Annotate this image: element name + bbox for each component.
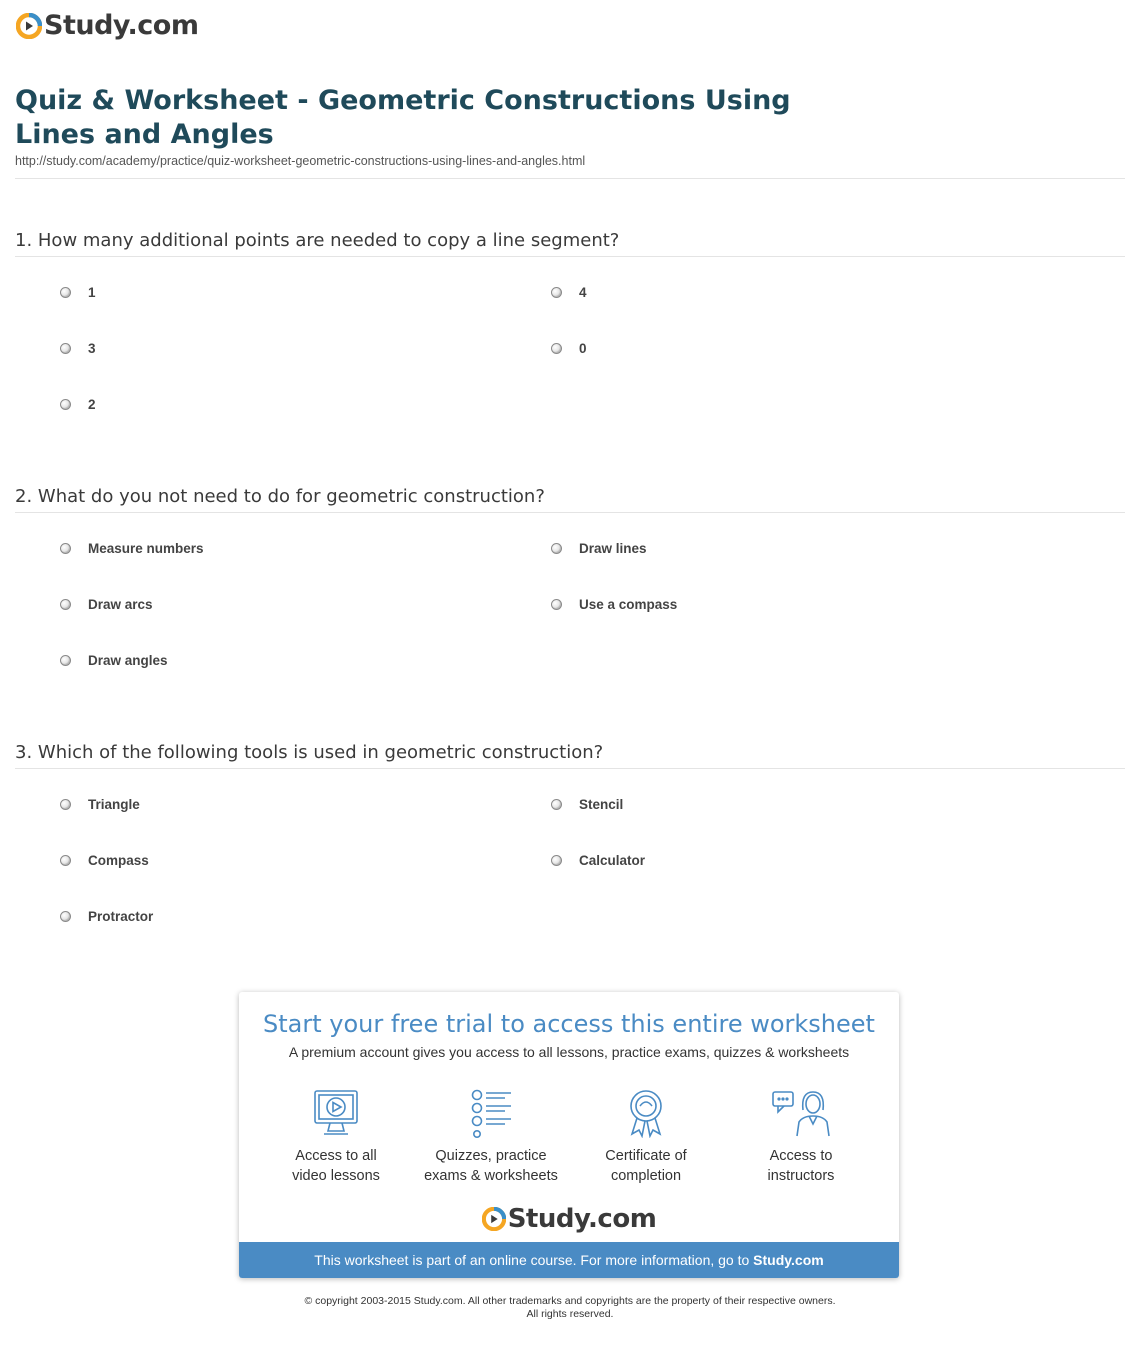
study-logo-icon — [16, 13, 42, 39]
q1-option-e[interactable] — [60, 397, 96, 412]
logo-text: Study.com — [44, 10, 199, 41]
divider — [15, 178, 1125, 179]
feature-label: Quizzes, practice exams & worksheets — [424, 1148, 558, 1184]
q3-option-b[interactable] — [551, 797, 623, 812]
course-info-bar[interactable] — [239, 1242, 899, 1278]
radio-button[interactable] — [60, 911, 71, 922]
q3-option-d[interactable] — [551, 853, 645, 868]
question-1: 1. How many additional points are needed to copy a line segment? — [15, 230, 620, 251]
radio-button[interactable] — [551, 343, 562, 354]
option-label: Calculator — [579, 853, 646, 868]
feature-quizzes — [411, 1088, 571, 1186]
feature-label: Access to instructors — [767, 1148, 835, 1184]
q3-option-e[interactable] — [60, 909, 153, 924]
option-label: 0 — [579, 341, 587, 356]
q3-option-c[interactable] — [60, 853, 149, 868]
option-label: Protractor — [88, 909, 154, 924]
q2-option-a[interactable] — [60, 541, 204, 556]
divider — [15, 512, 1125, 513]
option-label: 4 — [579, 285, 587, 300]
question-3: 3. Which of the following tools is used in geometric construction? — [15, 742, 604, 763]
logo-text: Study.com — [507, 1204, 657, 1234]
q1-option-c[interactable] — [60, 341, 96, 356]
q2-option-c[interactable] — [60, 597, 153, 612]
option-label: Draw arcs — [88, 597, 153, 612]
page-url[interactable]: http://study.com/academy/practice/quiz-worksheet-geometric-constructions-using-lines-and-angles.html — [15, 154, 586, 168]
radio-button[interactable] — [551, 287, 562, 298]
certificate-icon — [620, 1088, 672, 1138]
q1-option-d[interactable] — [551, 341, 587, 356]
study-link[interactable]: Study.com — [753, 1252, 824, 1268]
radio-button[interactable] — [60, 287, 71, 298]
option-label: Triangle — [88, 797, 140, 812]
rights-line: All rights reserved. — [526, 1308, 614, 1320]
bar-text: This worksheet is part of an online course. For more information, go to — [314, 1252, 754, 1268]
option-label: Draw angles — [88, 653, 168, 668]
quiz-list-icon — [465, 1088, 517, 1138]
radio-button[interactable] — [60, 399, 71, 410]
radio-button[interactable] — [60, 855, 71, 866]
option-label: Measure numbers — [88, 541, 204, 556]
feature-label: Certificate of completion — [605, 1148, 687, 1184]
radio-button[interactable] — [60, 655, 71, 666]
option-label: Compass — [88, 853, 149, 868]
promo-study-logo[interactable] — [239, 1204, 899, 1234]
radio-button[interactable] — [60, 343, 71, 354]
feature-label: Access to all video lessons — [292, 1148, 380, 1184]
feature-video-lessons — [256, 1088, 416, 1186]
promo-subtitle: A premium account gives you access to all lessons, practice exams, quizzes & worksheets — [288, 1044, 850, 1060]
copyright-line: © copyright 2003-2015 Study.com. All other trademarks and copyrights are the property of their respective owners. — [304, 1295, 836, 1307]
option-label: 3 — [88, 341, 96, 356]
divider — [15, 768, 1125, 769]
radio-button[interactable] — [551, 799, 562, 810]
free-trial-promo[interactable] — [239, 992, 899, 1278]
radio-button[interactable] — [551, 543, 562, 554]
radio-button[interactable] — [551, 599, 562, 610]
q2-option-d[interactable] — [551, 597, 677, 612]
option-label: Draw lines — [579, 541, 647, 556]
option-label: 2 — [88, 397, 96, 412]
option-label: Stencil — [579, 797, 624, 812]
feature-certificate — [566, 1088, 726, 1186]
divider — [15, 256, 1125, 257]
option-label: Use a compass — [579, 597, 678, 612]
study-logo[interactable] — [16, 10, 198, 41]
study-logo-icon — [482, 1207, 506, 1231]
copyright-footer — [0, 1295, 1140, 1321]
question-2: 2. What do you not need to do for geometric construction? — [15, 486, 545, 507]
instructor-icon — [771, 1088, 831, 1138]
promo-title[interactable]: Start your free trial to access this entire worksheet — [263, 1010, 875, 1038]
q2-option-e[interactable] — [60, 653, 168, 668]
video-lesson-icon — [310, 1088, 362, 1138]
radio-button[interactable] — [551, 855, 562, 866]
feature-instructors — [721, 1088, 881, 1186]
radio-button[interactable] — [60, 799, 71, 810]
radio-button[interactable] — [60, 543, 71, 554]
q1-option-a[interactable] — [60, 285, 96, 300]
radio-button[interactable] — [60, 599, 71, 610]
q2-option-b[interactable] — [551, 541, 647, 556]
q3-option-a[interactable] — [60, 797, 140, 812]
q1-option-b[interactable] — [551, 285, 587, 300]
page-title: Quiz & Worksheet - Geometric Constructions Using Lines and Angles — [15, 85, 791, 150]
option-label: 1 — [88, 285, 96, 300]
